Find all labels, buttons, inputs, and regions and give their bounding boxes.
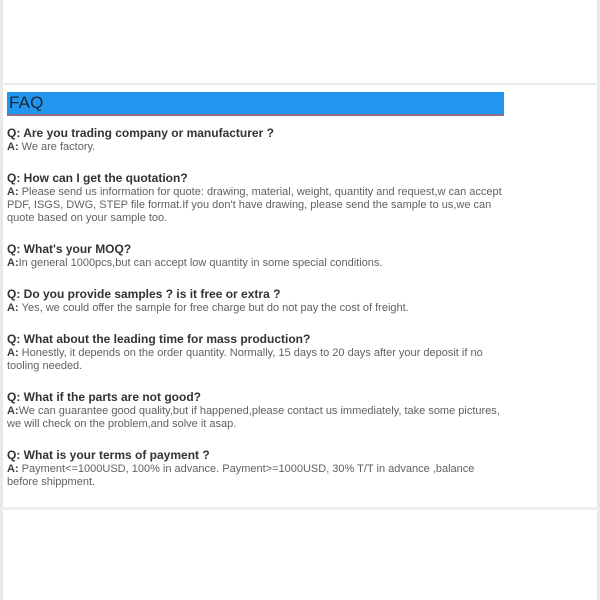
faq-item xyxy=(7,448,504,489)
faq-item xyxy=(7,287,504,315)
answer-text: Yes, we could offer the sample for free charge but do not pay the cost of freight. xyxy=(21,302,409,314)
faq-section-header: FAQ xyxy=(7,92,504,116)
answer-prefix: A: xyxy=(7,302,22,314)
faq-item xyxy=(7,332,504,373)
faq-item xyxy=(7,242,504,270)
faq-item xyxy=(7,126,504,154)
answer-prefix: A: xyxy=(7,347,22,359)
faq-question: Q: Do you provide samples ? is it free or extra ? xyxy=(7,287,281,301)
section-divider-bottom xyxy=(0,507,600,510)
faq-answer xyxy=(7,257,504,270)
faq-answer xyxy=(7,405,504,431)
faq-question: Q: How can I get the quotation? xyxy=(7,171,188,185)
page-edge-left xyxy=(0,0,3,600)
faq-answer xyxy=(7,463,504,489)
answer-text: We can guarantee good quality,but if happened,please contact us immediately, take some pictures, we will check on the problem,and solve it asap. xyxy=(7,405,500,430)
answer-text: Honestly, it depends on the order quantity. Normally, 15 days to 20 days after your deposit if no tooling needed. xyxy=(7,347,483,372)
faq-list xyxy=(7,126,504,489)
answer-prefix: A: xyxy=(7,257,19,269)
answer-prefix: A: xyxy=(7,405,19,417)
faq-question: Q: Are you trading company or manufacturer ? xyxy=(7,126,274,140)
faq-answer xyxy=(7,347,504,373)
faq-question: Q: What's your MOQ? xyxy=(7,242,132,256)
answer-text: We are factory. xyxy=(21,141,96,153)
faq-item xyxy=(7,390,504,431)
faq-answer xyxy=(7,302,504,315)
faq-question: Q: What is your terms of payment ? xyxy=(7,448,210,462)
answer-prefix: A: xyxy=(7,186,22,198)
answer-prefix: A: xyxy=(7,463,22,475)
faq-item xyxy=(7,171,504,225)
faq-question: Q: What if the parts are not good? xyxy=(7,390,201,404)
faq-question: Q: What about the leading time for mass production? xyxy=(7,332,311,346)
faq-section xyxy=(7,92,504,506)
faq-answer xyxy=(7,186,504,225)
answer-text: Please send us information for quote: drawing, material, weight, quantity and request,w can accept PDF, ISGS, DWG, STEP file format.If you don't have drawing, please send the sample to us,we can quote based on your sample too. xyxy=(7,186,502,224)
section-divider-top xyxy=(0,83,600,85)
answer-text: In general 1000pcs,but can accept low quantity in some special conditions. xyxy=(18,257,383,269)
answer-text: Payment<=1000USD, 100% in advance. Payment>=1000USD, 30% T/T in advance ,balance before shippment. xyxy=(7,463,475,488)
faq-answer xyxy=(7,141,504,154)
answer-prefix: A: xyxy=(7,141,22,153)
